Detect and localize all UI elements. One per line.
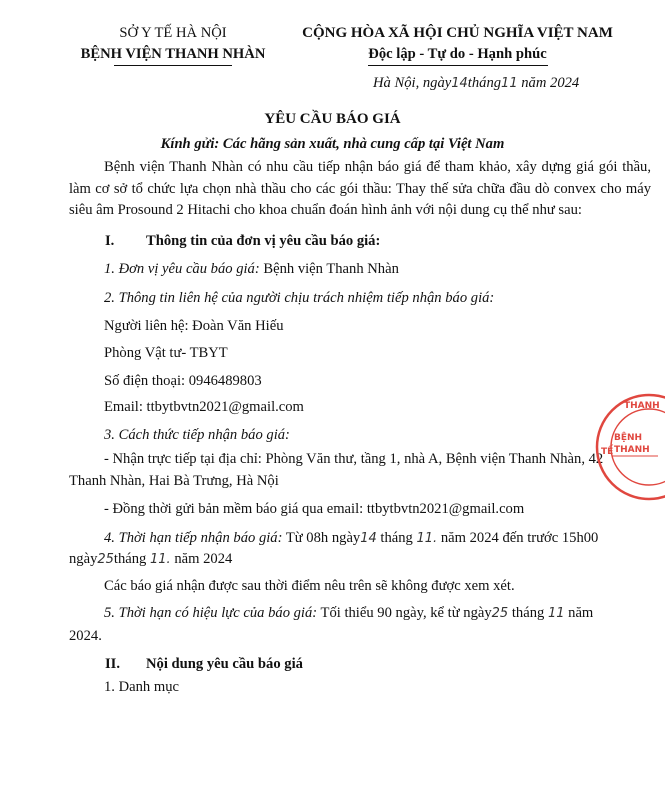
validity-day-handwritten: 25 [491, 606, 509, 621]
receive-direct-line2: Thanh Nhàn, Hai Bà Trưng, Hà Nội [69, 473, 279, 489]
stamp-text-side: TẾ [601, 447, 614, 457]
department: Phòng Vật tư- TBYT [104, 345, 228, 361]
validity-month-handwritten: 11 [547, 606, 565, 621]
deadline-month2-handwritten: 11. [150, 552, 171, 567]
header-nation: CỘNG HÒA XÃ HỘI CHỦ NGHĨA VIỆT NAM [302, 25, 613, 41]
receive-email: - Đồng thời gửi bản mềm báo giá qua email: ttbytbvtn2021@gmail.com [104, 501, 525, 517]
document-title: YÊU CẦU BÁO GIÁ [264, 111, 401, 127]
contact-info-heading: 2. Thông tin liên hệ của người chịu trách nhiệm tiếp nhận báo giá: [104, 290, 495, 306]
header-left-underline [114, 65, 232, 66]
stamp-text-center1: BỆNH [614, 433, 643, 443]
deadline-day1-handwritten: 14 [360, 531, 377, 546]
intro-paragraph: Bệnh viện Thanh Nhàn có nhu cầu tiếp nhận báo giá để tham khảo, xây dựng giá gói thầu, làm cơ sở tổ chức lựa chọn nhà thầu cho các gói thầu: Thay thế sửa chữa đầu dò convex cho máy siêu âm Prosound 2 Hitachi cho khoa chuẩn đoán hình ảnh với nội dung cụ thể như sau: [69, 159, 651, 218]
recipient-line: Kính gửi: Các hãng sản xuất, nhà cung cấp tại Việt Nam [160, 136, 505, 152]
section1-number: I. [105, 233, 115, 249]
phone-number: Số điện thoại: 0946489803 [104, 373, 262, 389]
deadline-line2: ngày25tháng 11. năm 2024 [69, 551, 233, 567]
late-notice: Các báo giá nhận được sau thời điểm nêu trên sẽ không được xem xét. [104, 578, 515, 594]
document-date: Hà Nội, ngày14tháng11 năm 2024 [373, 75, 580, 91]
section2-title: Nội dung yêu cầu báo giá [146, 656, 303, 672]
stamp-text-center2: THANH [614, 445, 650, 455]
receive-method-heading: 3. Cách thức tiếp nhận báo giá: [104, 427, 290, 443]
receive-direct-line1: - Nhận trực tiếp tại địa chỉ: Phòng Văn thư, tầng 1, nhà A, Bệnh viện Thanh Nhàn, 42 [104, 451, 604, 467]
deadline-day2-handwritten: 25 [97, 552, 114, 567]
date-day-handwritten: 14 [451, 76, 468, 91]
stamp-text-top: THANH [624, 401, 660, 411]
deadline-line1: 4. Thời hạn tiếp nhận báo giá: Từ 08h ngày14 tháng 11. năm 2024 đến trước 15h00 [104, 530, 599, 546]
section2-sub1: 1. Danh mục [104, 679, 179, 695]
validity-line1: 5. Thời hạn có hiệu lực của báo giá: Tối thiểu 90 ngày, kể từ ngày25 tháng 11 năm [104, 605, 594, 621]
header-motto: Độc lập - Tự do - Hạnh phúc [368, 46, 547, 62]
hospital-seal-stamp [594, 392, 665, 502]
contact-person: Người liên hệ: Đoàn Văn Hiếu [104, 318, 284, 334]
section1-title: Thông tin của đơn vị yêu cầu báo giá: [146, 233, 381, 249]
validity-line2: 2024. [69, 628, 102, 644]
header-right-underline [368, 65, 548, 66]
deadline-month1-handwritten: 11. [416, 531, 438, 546]
section2-number: II. [105, 656, 121, 672]
email-address: Email: ttbytbvtn2021@gmail.com [104, 399, 304, 415]
header-agency: SỞ Y TẾ HÀ NỘI [119, 25, 227, 41]
header-hospital: BỆNH VIỆN THANH NHÀN [80, 46, 266, 62]
date-month-handwritten: 11 [501, 76, 518, 91]
requester-line: 1. Đơn vị yêu cầu báo giá: Bệnh viện Thanh Nhàn [104, 261, 399, 277]
